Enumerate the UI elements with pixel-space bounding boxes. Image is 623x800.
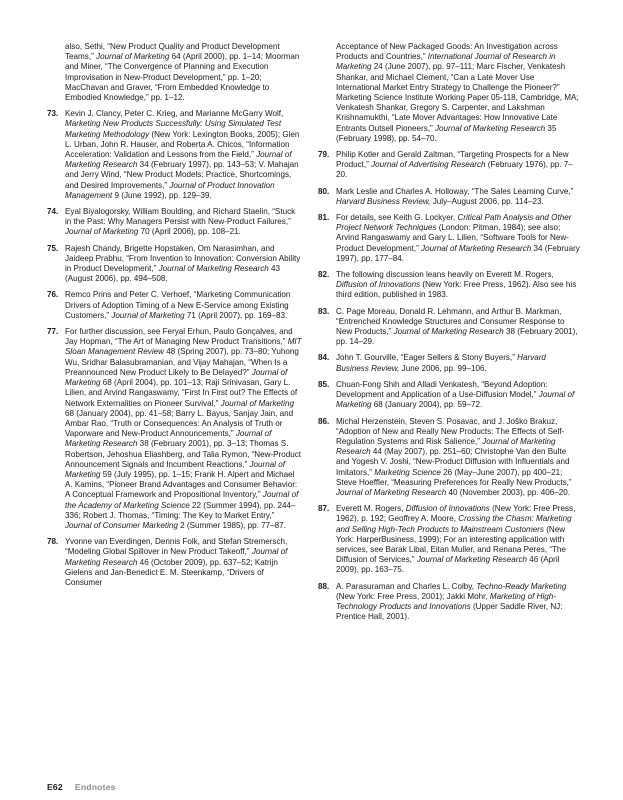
endnote-number: 79. — [318, 150, 330, 160]
citation-text: 48 (Spring 2007), pp. 73–80; Yuhong Wu, Sridhar Balasubramanian, and Vijay Mahajan, “When Is a Preannounced New Product Likely to Be Delayed?” — [65, 347, 299, 377]
citation-text: Eyal Biyalogorsky, William Boulding, and Richard Staelin, “Stuck in the Past: Why Managers Persist with New-Product Failures,” — [65, 207, 296, 227]
endnote-text — [336, 504, 575, 574]
citation-text: 59 (July 1995), pp. 1–15; Frank H. Alpert and Michael A. Kamins, “Pioneer Brand Advantages and Consumer Behavior: A Conceptual Framework and Propositional Inventory,” — [65, 469, 298, 500]
citation-text: 2 (Summer 1985), pp. 77–87. — [177, 520, 286, 530]
endnote-text — [65, 42, 299, 102]
endnote-text — [65, 290, 290, 319]
endnote-number: 86. — [318, 416, 330, 426]
citation-title: Journal of Marketing Research — [421, 243, 532, 253]
endnote-75 — [47, 244, 302, 285]
citation-text: 24 (June 2007), pp. 97–111; Marc Fischer, Venkatesh Shankar, and Michael Clement, “Can a Late Mover Use International Market Entry Strategy to Challenge the Pioneer?” Marketing Science Institute Working Paper 05-118, Cambridge, MA; Venkatesh Shankar, Gregory S. Carpenter, and Lakshman Krishnamukthi, “Late Mover Advantages: How Innovative Late Entrants Outsell Pioneers,” — [336, 62, 579, 133]
endnote-82 — [318, 270, 580, 301]
citation-text: 22 (Summer 1994), pp. 244–336; Robert J. Thomas, “Timing: The Key to Market Entry,” — [65, 500, 296, 520]
endnote-text — [336, 353, 546, 372]
endnote-text — [65, 327, 302, 530]
citation-text: June 2006, pp. 99–106. — [399, 363, 487, 373]
endnote-continuation — [47, 42, 302, 103]
citation-title: Journal of Marketing Research — [158, 264, 269, 274]
citation-text: Mark Leslie and Charles A. Holloway, “The Sales Learning Curve,” — [336, 186, 574, 196]
endnote-number: 82. — [318, 270, 330, 280]
endnote-86 — [318, 417, 580, 499]
citation-title: Journal of Marketing Research — [336, 436, 556, 457]
endnote-87 — [318, 504, 580, 575]
endnote-text — [336, 213, 580, 263]
endnote-85 — [318, 380, 580, 411]
citation-text: Rajesh Chandy, Brigette Hopstaken, Om Narasimhan, and Jaideep Prabhu, “From Invention to Innovation: Conversion Ability in Product Development,” — [65, 243, 301, 274]
citation-title: Journal of Marketing — [111, 310, 185, 320]
citation-title: Journal of Marketing Research — [336, 487, 447, 497]
endnote-text — [336, 582, 566, 622]
endnote-number: 74. — [47, 207, 59, 217]
citation-title: Marketing of High-Technology Products and Innovations — [336, 591, 556, 611]
endnote-text — [65, 207, 295, 236]
citation-title: Harvard Business Review, — [336, 196, 431, 206]
endnote-number: 84. — [318, 353, 330, 363]
citation-title: Journal of Marketing Research — [393, 327, 504, 337]
citation-text: 46 (October 2009), pp. 637–52; Katrijn Gielens and Jan-Benedict E. M. Steenkamp, “Drivers of Consumer — [65, 557, 278, 587]
endnote-continuation — [318, 42, 580, 144]
page-footer — [47, 782, 116, 792]
citation-text: John T. Gourville, “Eager Sellers & Stony Buyers,” — [336, 353, 518, 363]
citation-text: 34 (February 1997), pp. 177–84. — [336, 243, 580, 263]
endnote-76 — [47, 290, 302, 321]
endnote-number: 77. — [47, 327, 59, 337]
citation-title: Journal of Marketing — [336, 390, 575, 410]
citation-text: 68 (April 2004), pp. 101–13; Raji Srinivasan, Gary L. Lilien, and Arvind Rangaswamy, “First In First out? The Effects of Network Externalities on Pioneer Survival,” — [65, 378, 298, 408]
citation-text: For details, see Keith G. Lockyer, — [336, 213, 458, 223]
citation-text: (New York: Free Press, 1962). Also see his third edition, published in 1983. — [336, 280, 577, 300]
citation-text: 71 (April 2007), pp. 169–83. — [184, 310, 288, 320]
endnote-text — [336, 307, 578, 347]
endnote-number: 88. — [318, 581, 330, 591]
section-label: Endnotes — [74, 782, 116, 792]
citation-title: Critical Path Analysis and Other Project Network Techniques — [336, 213, 572, 233]
citation-text: 9 (June 1992), pp. 129–39. — [112, 190, 212, 200]
citation-text: 34 (February 1997), pp. 143–53; V. Mahajan and Jerry Wind, “New Product Models: Practice, Shortcomings, and Desired Improvements,” — [65, 160, 299, 190]
citation-title: Harvard Business Review, — [336, 353, 546, 373]
endnote-number: 85. — [318, 379, 330, 389]
citation-title: Marketing Science — [374, 467, 441, 477]
endnote-79 — [318, 150, 580, 181]
citation-text: 44 (May 2007), pp. 251–60; Christophe Van den Bulte and Yogesh V. Joshi, “New-Product Diffusion with Influentials and Imitators,” — [336, 447, 570, 477]
citation-text: 68 (January 2004), pp. 41–58; Barry L. Bayus, Sanjay Jain, and Ambar Rao, “Truth or Consequences: An Analysis of Truth or Vaporware and New-Product Announcements,” — [65, 408, 294, 439]
citation-text: (New York: Free Press, 1962), p. 192; Geoffrey A. Moore, — [336, 504, 576, 524]
endnote-77 — [47, 327, 302, 531]
citation-text: Kevin J. Clancy, Peter C. Krieg, and Marianne McGarry Wolf, — [65, 109, 284, 119]
citation-text: Chuan-Fong Shih and Alladi Venkatesh, “Beyond Adoption: Development and Application of a Use-Diffusion Model,” — [336, 379, 548, 400]
citation-title: Journal of Product Innovation Management — [65, 180, 275, 200]
endnote-text — [336, 380, 574, 409]
endnote-number: 76. — [47, 290, 59, 300]
citation-text: Acceptance of New Packaged Goods: An Investigation across Products and Countries,” — [336, 42, 558, 62]
endnote-text — [65, 244, 300, 284]
left-endnotes-column — [47, 42, 302, 594]
citation-title: Journal of Marketing Research — [65, 429, 272, 449]
endnote-number: 75. — [47, 243, 59, 253]
citation-title: Journal of Marketing Research — [65, 150, 292, 170]
citation-title: Crossing the Chasm: Marketing and Selling High-Tech Products to Mainstream Customers — [336, 514, 572, 534]
citation-title: Journal of Marketing — [65, 367, 288, 388]
citation-text: 40 (November 2003), pp. 406–20. — [446, 487, 570, 497]
endnote-text — [336, 42, 579, 143]
citation-text: (New York: HarperBusiness, 1999); For an interesting application with services, see Barak Libal, Eitan Muller, and Renana Peres, “The Diffusion of Services,” — [336, 524, 566, 565]
endnote-88 — [318, 582, 580, 623]
citation-title: Journal of Marketing — [220, 398, 294, 408]
citation-text: July–August 2006, pp. 114–23. — [430, 196, 544, 206]
citation-title: Techno-Ready Marketing — [476, 581, 567, 591]
citation-text: 35 (February 1998), pp. 54–70. — [336, 123, 557, 143]
citation-text: A. Parasuraman and Charles L. Colby, — [336, 581, 477, 591]
citation-text: 46 (April 2009), pp. 163–75. — [336, 555, 560, 575]
citation-title: Journal of Marketing Research — [416, 555, 528, 565]
citation-text: 64 (April 2000), pp. 1–14; Moorman and Miner, “The Convergence of Planning and Execution Improvisation in New-Product Development,” pp. 1–20; MacChavan and Graver, “From Embedded Knowledge to Embodied Knowledge,” pp. 1–12. — [65, 52, 300, 103]
citation-text: (New York: Lexington Books, 2005); Glen L. Urban, John R. Hauser, and Roberta A. Chicos, “Information Acceleration: Validation and Lessons from the Field,” — [65, 129, 300, 160]
endnote-74 — [47, 207, 302, 238]
endnote-81 — [318, 213, 580, 264]
citation-text: 70 (April 2006), pp. 108–21. — [138, 227, 241, 237]
citation-text: (February 1976), pp. 7–20. — [336, 160, 573, 180]
citation-text: also, Sethi, “New Product Quality and Product Development Teams,” — [65, 42, 280, 62]
endnote-text — [336, 187, 573, 206]
endnote-text — [65, 109, 299, 200]
endnote-number: 73. — [47, 109, 59, 119]
citation-text: (Upper Saddle River, NJ: Prentice Hall, 2001). — [336, 601, 563, 622]
citation-title: Journal of Marketing — [65, 227, 139, 237]
citation-text: (New York: Free Press, 2001); Jakki Mohr, — [336, 591, 490, 601]
endnote-number: 83. — [318, 306, 330, 316]
citation-title: MIT Sloan Management Review — [65, 337, 302, 357]
citation-text: 26 (May–June 2007), pp 400–21; Steve Hoeffler, “Measuring Preferences for Really New Products,” — [336, 467, 572, 487]
endnote-83 — [318, 307, 580, 348]
citation-text: (London: Pitman, 1984); see also; Arvind Rangaswamy and Gary L. Lilien, “Software Tools for New-Product Development,” — [336, 223, 569, 253]
citation-title: Journal of Marketing — [65, 459, 286, 479]
citation-text: C. Page Moreau, Donald R. Lehmann, and Arthur B. Markman, “Entrenched Knowledge Structures and Consumer Response to New Products,” — [336, 306, 565, 337]
citation-text: 43 (August 2006), pp. 494–508. — [65, 264, 281, 284]
citation-title: Journal of Consumer Marketing — [65, 520, 178, 530]
endnote-78 — [47, 537, 302, 588]
citation-title: Journal of the Academy of Marketing Science — [65, 490, 299, 510]
endnote-80 — [318, 187, 580, 207]
endnote-text — [65, 537, 287, 587]
citation-title: Marketing New Products Successfully: Using Simulated Test Marketing Methodology — [65, 119, 282, 139]
citation-text: 38 (February 2001), pp. 14–29. — [336, 327, 578, 347]
page-number: E62 — [47, 782, 63, 792]
citation-title: International Journal of Research in Marketing — [336, 52, 556, 72]
citation-text: For further discussion, see Feryal Erhun, Paulo Gonçalves, and Jay Hopman, “The Art of Managing New Product Transitions,” — [65, 327, 293, 347]
endnote-number: 81. — [318, 213, 330, 223]
citation-text: Michal Herzenstein, Steven S. Posavac, and J. Joško Brakuz, “Adoption of New and Really New Products: The Effects of Self-Regulation Systems and Risk Salience,” — [336, 416, 565, 446]
endnote-number: 80. — [318, 186, 330, 196]
endnote-number: 78. — [47, 537, 59, 547]
citation-title: Diffusion of Innovations — [405, 504, 490, 514]
citation-text: 68 (January 2004), pp. 59–72. — [371, 400, 483, 410]
right-endnotes-column — [318, 42, 580, 628]
citation-title: Journal of Advertising Research — [371, 160, 486, 170]
endnote-number: 87. — [318, 504, 330, 514]
citation-text: Everett M. Rogers, — [336, 504, 406, 514]
citation-title: Diffusion of Innovations — [336, 280, 421, 290]
citation-title: Journal of Marketing Research — [65, 547, 288, 567]
citation-text: The following discussion leans heavily on Everett M. Rogers, — [336, 270, 554, 280]
endnote-text — [336, 417, 572, 497]
citation-title: Journal of Marketing — [96, 52, 170, 62]
citation-text: Philip Kotler and Gerald Zaltman, “Targeting Prospects for a New Product,” — [336, 150, 569, 170]
citation-title: Journal of Marketing Research — [434, 123, 546, 133]
citation-text: Remco Prins and Peter C. Verhoef, “Marketing Communication Drivers of Adoption Timing of a New E-Service among Existing Customers,” — [65, 290, 291, 320]
endnote-84 — [318, 353, 580, 373]
endnote-text — [336, 270, 576, 299]
citation-text: 38 (February 2001), pp. 3–13; Thomas S. Robertson, Jehoshua Eliashberg, and Talia Rymon, “New-Product Announcement Signals and Incumbent Reactions,” — [65, 439, 302, 469]
citation-text: Yvonne van Everdingen, Dennis Folk, and Stefan Stremersch, “Modeling Global Spillover in New Product Takeoff,” — [65, 537, 288, 557]
endnote-text — [336, 150, 573, 179]
endnote-73 — [47, 109, 302, 201]
